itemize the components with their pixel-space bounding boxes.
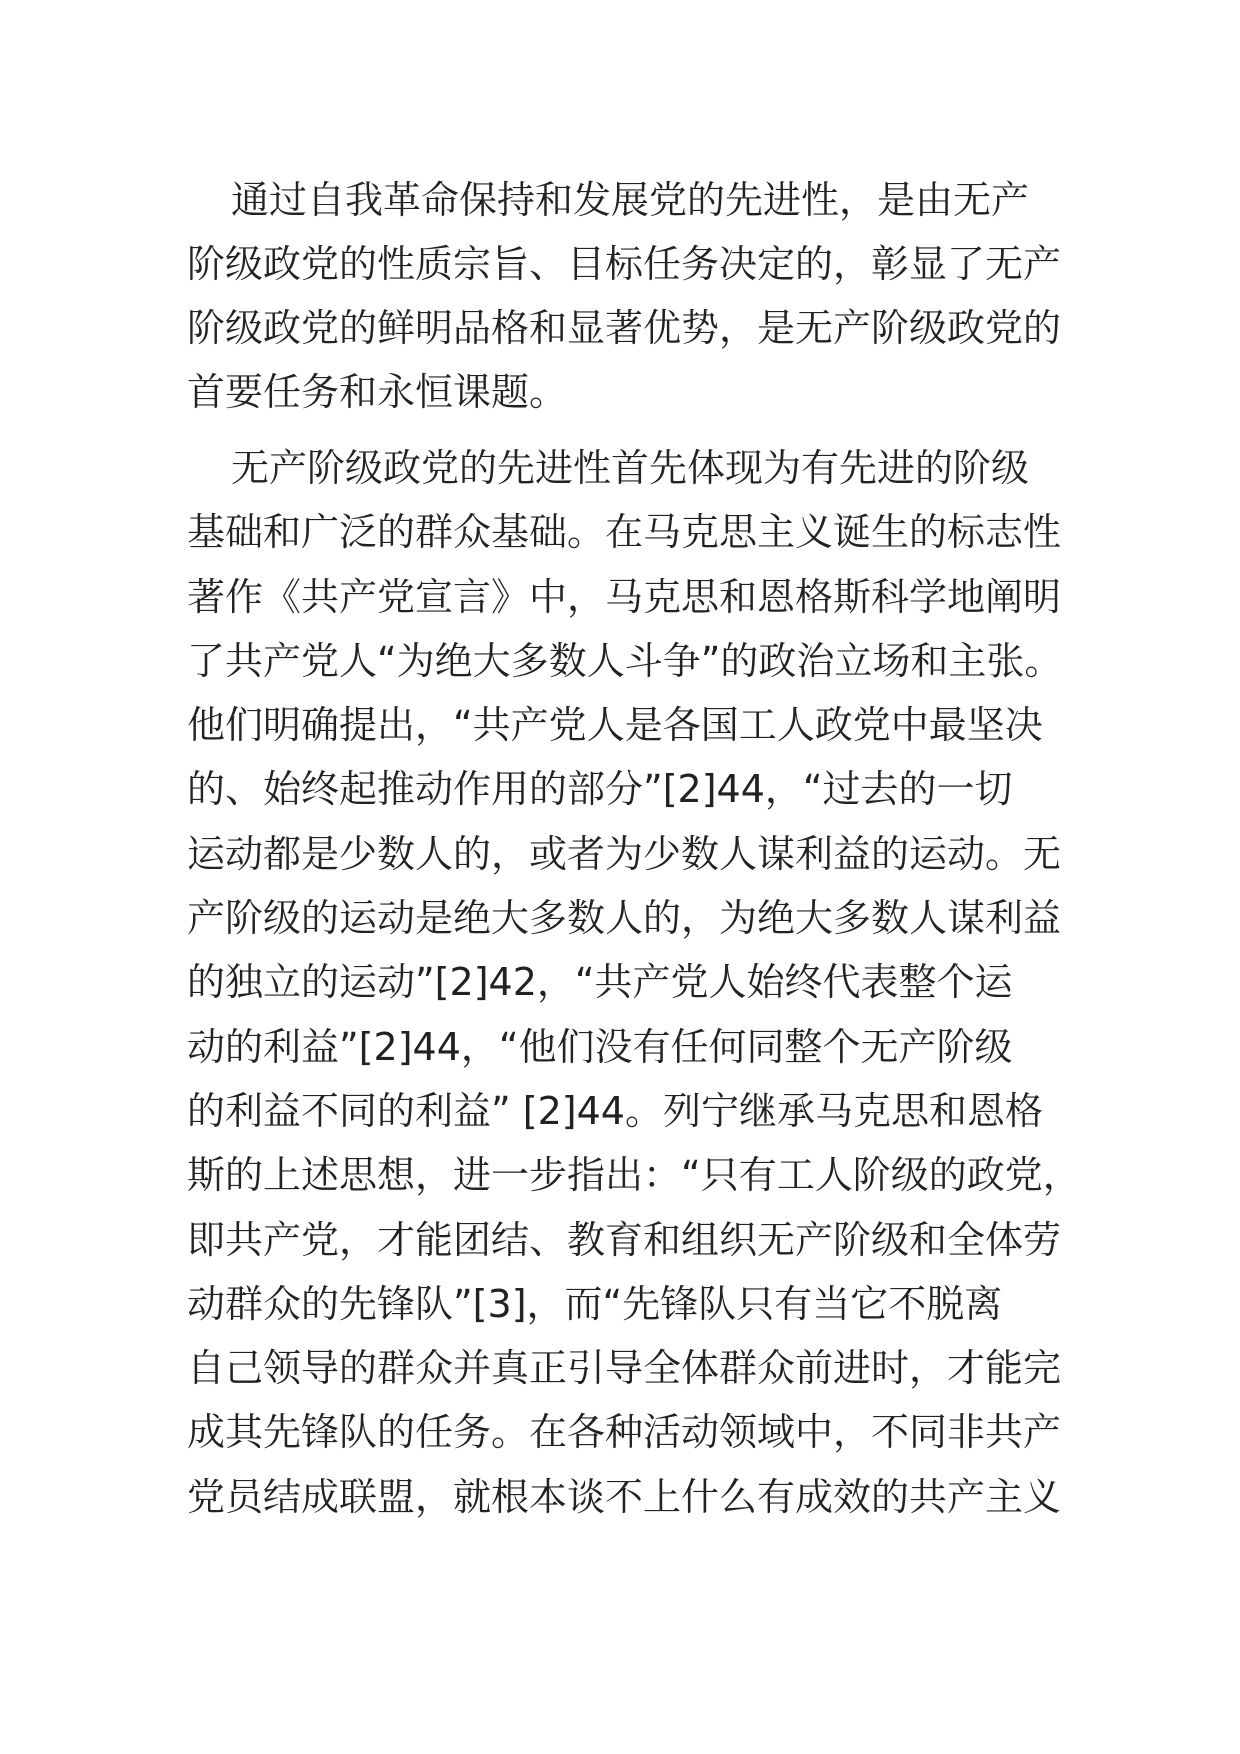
paragraph-line: 无产阶级政党的先进性首先体现为有先进的阶级 — [231, 446, 1030, 490]
paragraph-line: 斯的上述思想，进一步指出：“只有工人阶级的政党， — [187, 1153, 1081, 1198]
paragraph-2 — [187, 436, 1087, 1529]
paragraph-line: 的利益不同的利益” [2]44。列宁继承马克思和恩格 — [187, 1088, 1043, 1133]
paragraph-line: 阶级政党的鲜明品格和显著优势，是无产阶级政党的 — [187, 306, 1062, 350]
paragraph-1 — [187, 168, 1087, 424]
paragraph-line: 的独立的运动”[2]42，“共产党人始终代表整个运 — [187, 960, 1013, 1005]
paragraph-line: 的、始终起推动作用的部分”[2]44，“过去的一切 — [187, 767, 1013, 812]
paragraph-line: 动群众的先锋队”[3]，而“先锋队只有当它不脱离 — [187, 1281, 1003, 1326]
paragraph-line: 运动都是少数人的，或者为少数人谋利益的运动。无 — [187, 831, 1062, 876]
paragraph-line: 基础和广泛的群众基础。在马克思主义诞生的标志性 — [187, 510, 1062, 555]
paragraph-line: 著作《共产党宣言》中，马克思和恩格斯科学地阐明 — [187, 574, 1062, 619]
paragraph-line: 成其先锋队的任务。在各种活动领域中，不同非共产 — [187, 1410, 1062, 1455]
paragraph-line: 首要任务和永恒课题。 — [187, 370, 568, 414]
paragraph-line: 他们明确提出，“共产党人是各国工人政党中最坚决 — [187, 703, 1043, 748]
paragraph-line: 产阶级的运动是绝大多数人的，为绝大多数人谋利益 — [187, 896, 1062, 941]
paragraph-line: 即共产党，才能团结、教育和组织无产阶级和全体劳 — [187, 1217, 1062, 1262]
paragraph-line: 通过自我革命保持和发展党的先进性，是由无产 — [231, 178, 1030, 222]
paragraph-line: 自己领导的群众并真正引导全体群众前进时，才能完 — [187, 1346, 1062, 1391]
paragraph-line: 动的利益”[2]44，“他们没有任何同整个无产阶级 — [187, 1024, 1013, 1069]
paragraph-line: 党员结成联盟，就根本谈不上什么有成效的共产主义 — [187, 1474, 1062, 1519]
paragraph-line: 阶级政党的性质宗旨、目标任务决定的，彰显了无产 — [187, 242, 1062, 286]
paragraph-line: 了共产党人“为绝大多数人斗争”的政治立场和主张。 — [187, 638, 1063, 683]
